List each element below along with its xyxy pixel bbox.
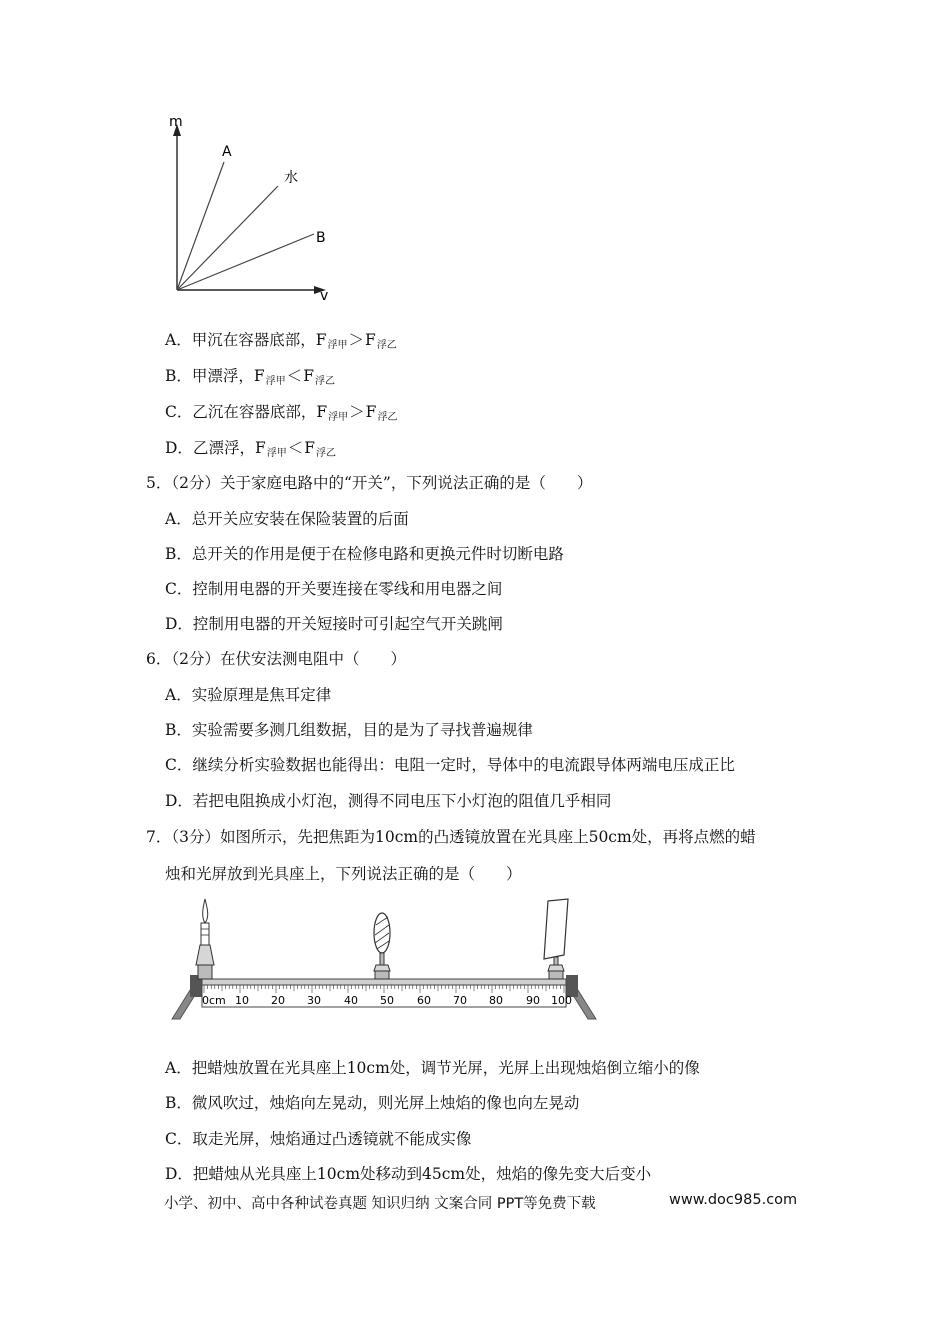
q4-option-b: B．甲漂浮，$F_{浮甲}<F_{浮乙}$ — [165, 367, 335, 387]
mass-volume-graph — [160, 110, 340, 310]
q5-option-c: C．控制用电器的开关要连接在零线和用电器之间 — [165, 580, 503, 598]
q5-option-a: A．总开关应安装在保险装置的后面 — [165, 510, 409, 528]
q7-option-d: D．把蜡烛从光具座上10cm处移动到45cm处，烛焰的像先变大后变小 — [165, 1165, 652, 1183]
line-water-label: 水 — [284, 170, 298, 186]
tick-label-20: 20 — [271, 994, 285, 1007]
tick-label-0: 0cm — [202, 994, 226, 1007]
q5-stem: 5．（2分）关于家庭电路中的“开关”，下列说法正确的是（ ） — [146, 474, 593, 492]
line-b-label: B — [316, 230, 326, 246]
y-axis-label: m — [169, 114, 183, 130]
q6-option-b: B．实验需要多测几组数据，目的是为了寻找普遍规律 — [165, 721, 533, 739]
light-screen — [544, 899, 568, 979]
q6-option-d: D．若把电阻换成小灯泡，测得不同电压下小灯泡的阻值几乎相同 — [165, 792, 612, 810]
q7-stem-line2: 烛和光屏放到光具座上，下列说法正确的是（ ） — [165, 865, 522, 883]
page-footer — [164, 1192, 798, 1213]
x-axis-label: v — [320, 288, 329, 304]
tick-label-10: 10 — [235, 994, 249, 1007]
tick-label-70: 70 — [453, 994, 467, 1007]
line-a-label: A — [222, 144, 232, 160]
tick-label-50: 50 — [380, 994, 394, 1007]
line-a — [177, 162, 224, 290]
bench-rail-top — [202, 979, 566, 985]
tick-label-30: 30 — [307, 994, 321, 1007]
q7-option-a: A．把蜡烛放置在光具座上10cm处，调节光屏，光屏上出现烛焰倒立缩小的像 — [165, 1059, 700, 1077]
q7-option-b: B．微风吹过，烛焰向左晃动，则光屏上烛焰的像也向左晃动 — [165, 1094, 580, 1112]
footer-text: 小学、初中、高中各种试卷真题 知识归纳 文案合同 PPT等免费下载 — [164, 1196, 596, 1212]
q5-option-b: B．总开关的作用是便于在检修电路和更换元件时切断电路 — [165, 545, 564, 563]
tick-label-40: 40 — [344, 994, 358, 1007]
tick-label-80: 80 — [489, 994, 503, 1007]
q6-stem: 6．（2分）在伏安法测电阻中（ ） — [146, 650, 406, 668]
q6-option-a: A．实验原理是焦耳定律 — [165, 686, 332, 704]
line-water — [177, 186, 278, 290]
q4-option-d: D．乙漂浮，$F_{浮甲}<F_{浮乙}$ — [165, 439, 336, 459]
optical-bench-figure — [170, 895, 600, 1030]
tick-label-90: 90 — [526, 994, 540, 1007]
footer-url[interactable]: www.doc985.com — [669, 1192, 798, 1208]
q7-stem-line1: 7．（3分）如图所示，先把焦距为10cm的凸透镜放置在光具座上50cm处，再将点燃的蜡 — [146, 828, 756, 846]
line-b — [177, 234, 314, 290]
q4-option-a: A．甲沉在容器底部，$F_{浮甲}>F_{浮乙}$ — [165, 331, 397, 351]
convex-lens — [374, 913, 390, 979]
q6-option-c: C．继续分析实验数据也能得出：电阻一定时，导体中的电流跟导体两端电压成正比 — [165, 756, 735, 774]
q5-option-d: D．控制用电器的开关短接时可引起空气开关跳闸 — [165, 615, 503, 633]
tick-label-100: 100 — [551, 994, 572, 1007]
tick-label-60: 60 — [417, 994, 431, 1007]
candle — [196, 899, 214, 979]
q7-option-c: C．取走光屏，烛焰通过凸透镜就不能成实像 — [165, 1130, 472, 1148]
q4-option-c: C．乙沉在容器底部，$F_{浮甲}>F_{浮乙}$ — [165, 403, 398, 423]
